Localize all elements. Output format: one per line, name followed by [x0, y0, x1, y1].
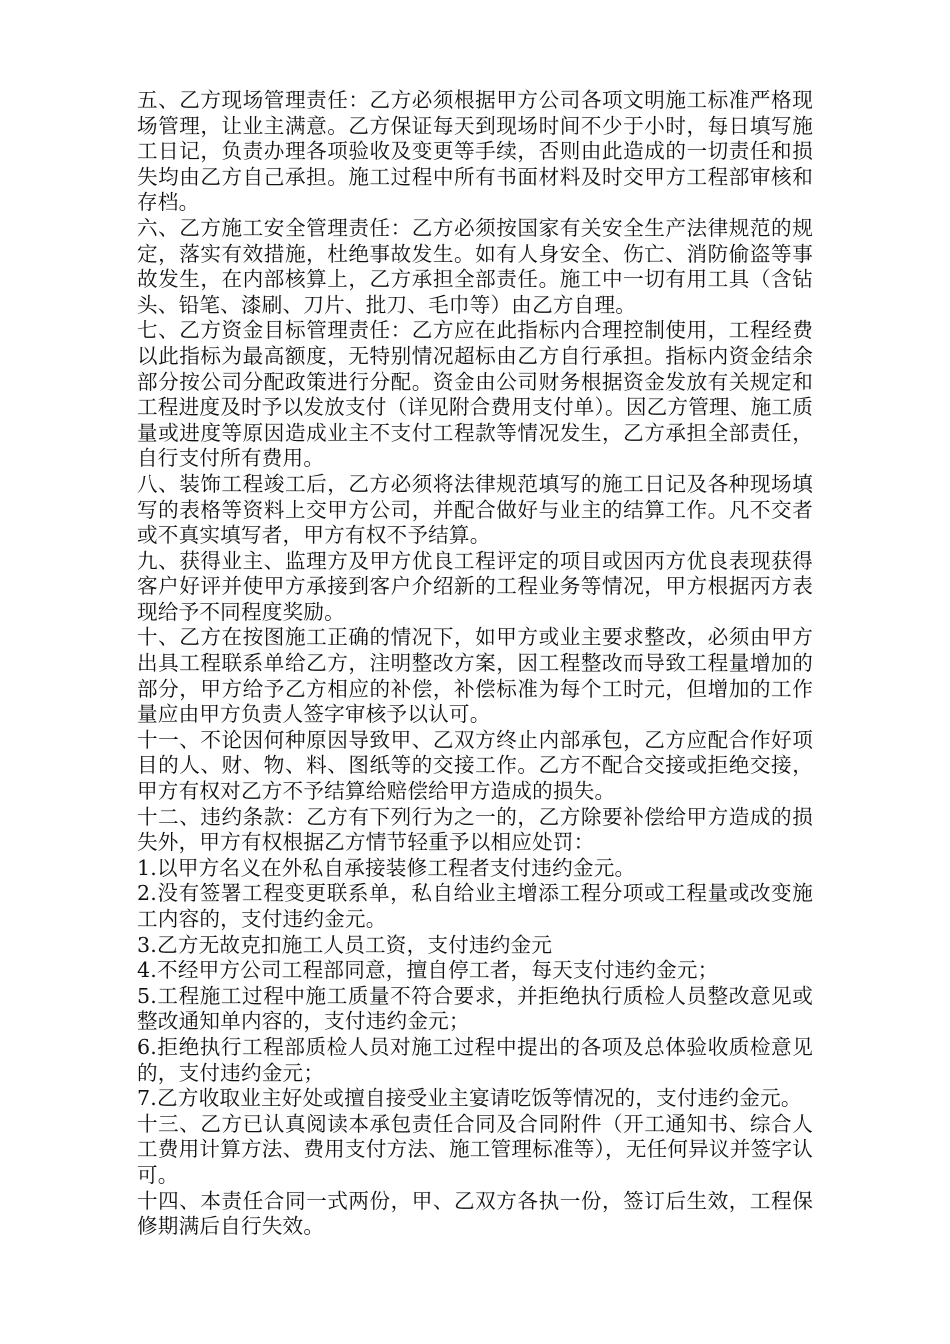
contract-page — [137, 88, 813, 1240]
clause-9: 九、获得业主、监理方及甲方优良工程评定的项目或因丙方优良表现获得客户好评并使甲方承接到客户介绍新的工程业务等情况，甲方根据丙方表现给予不同程度奖励。 — [137, 548, 813, 624]
clause-10: 十、乙方在按图施工正确的情况下，如甲方或业主要求整改，必须由甲方出具工程联系单给乙方，注明整改方案，因工程整改而导致工程量增加的部分，甲方给予乙方相应的补偿，补偿标准为每个工时元，但增加的工作量应由甲方负责人签字审核予以认可。 — [137, 625, 813, 727]
penalty-item-4: 4.不经甲方公司工程部同意，擅自停工者，每天支付违约金元； — [137, 958, 719, 983]
clause-5: 五、乙方现场管理责任：乙方必须根据甲方公司各项文明施工标准严格现场管理，让业主满意。乙方保证每天到现场时间不少于小时，每日填写施工日记，负责办理各项验收及变更等手续，否则由此造成的一切责任和损失均由乙方自己承担。施工过程中所有书面材料及时交甲方工程部审核和存档。 — [137, 88, 813, 215]
clause-7: 七、乙方资金目标管理责任：乙方应在此指标内合理控制使用，工程经费以此指标为最高额度，无特别情况超标由乙方自行承担。指标内资金结余部分按公司分配政策进行分配。资金由公司财务根据资金发放有关规定和工程进度及时予以发放支付（详见附合费用支付单）。因乙方管理、施工质量或进度等原因造成业主不支付工程款等情况发生，乙方承担全部责任，自行支付所有费用。 — [137, 318, 813, 471]
clause-12: 十二、违约条款：乙方有下列行为之一的，乙方除要补偿给甲方造成的损失外，甲方有权根据乙方情节轻重予以相应处罚： — [137, 804, 813, 855]
clause-11: 十一、不论因何种原因导致甲、乙双方终止内部承包，乙方应配合作好项目的人、财、物、料、图纸等的交接工作。乙方不配合交接或拒绝交接，甲方有权对乙方不予结算给赔偿给甲方造成的损失。 — [137, 727, 813, 804]
penalty-item-5: 5.工程施工过程中施工质量不符合要求，并拒绝执行质检人员整改意见或整改通知单内容的，支付违约金元； — [137, 983, 813, 1034]
clause-8: 八、装饰工程竣工后，乙方必须将法律规范填写的施工日记及各种现场填写的表格等资料上交甲方公司，并配合做好与业主的结算工作。凡不交者或不真实填写者，甲方有权不予结算。 — [137, 471, 813, 548]
penalty-item-7: 7.乙方收取业主好处或擅自接受业主宴请吃饭等情况的，支付违约金元。 — [137, 1086, 802, 1111]
penalty-item-3: 3.乙方无故克扣施工人员工资，支付违约金元 — [137, 932, 553, 957]
penalty-item-6: 6.拒绝执行工程部质检人员对施工过程中提出的各项及总体验收质检意见的，支付违约金元； — [137, 1034, 813, 1085]
penalty-item-1: 1.以甲方名义在外私自承接装修工程者支付违约金元。 — [137, 855, 636, 880]
clause-13: 十三、乙方已认真阅读本承包责任合同及合同附件（开工通知书、综合人工费用计算方法、费用支付方法、施工管理标准等），无任何异议并签字认可。 — [137, 1111, 813, 1187]
clause-6: 六、乙方施工安全管理责任：乙方必须按国家有关安全生产法律规范的规定，落实有效措施，杜绝事故发生。如有人身安全、伤亡、消防偷盗等事故发生，在内部核算上，乙方承担全部责任。施工中一切有用工具（含钻头、铅笔、漆刷、刀片、批刀、毛巾等）由乙方自理。 — [137, 215, 813, 317]
clause-14: 十四、本责任合同一式两份，甲、乙双方各执一份，签订后生效，工程保修期满后自行失效。 — [137, 1188, 813, 1239]
penalty-item-2: 2.没有签署工程变更联系单，私自给业主增添工程分项或工程量或改变施工内容的，支付违约金元。 — [137, 881, 813, 931]
